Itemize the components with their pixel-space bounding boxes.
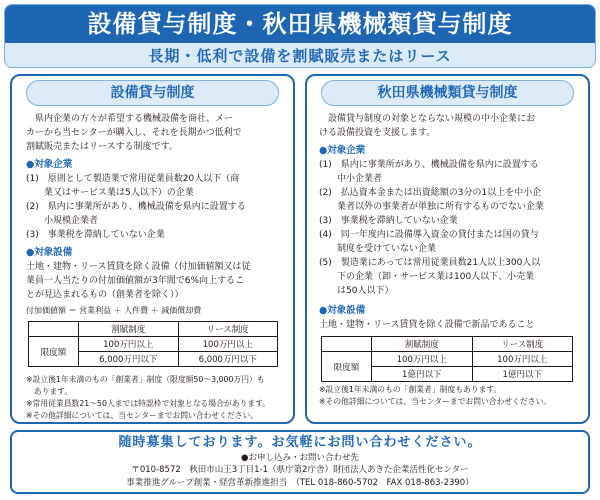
table-cell: 100万円以上 (178, 337, 278, 352)
subtitle: 長期・低利で設備を割賦販売またはリース (148, 47, 452, 65)
right-target-heading: ●対象企業 (319, 145, 366, 156)
table-header-lease: リース制度 (472, 337, 573, 352)
right-panel-akita-machinery-lending (305, 74, 590, 424)
left-intro-line: 割賦販売またはリースする制度です。 (26, 142, 178, 152)
right-target-line: 中小企業者 (319, 174, 383, 184)
right-target-line: 制度を受けていない企業 (319, 244, 437, 254)
right-intro-line: 設備貸与制度の対象とならない規模の中小企業にお (319, 114, 536, 124)
added-value-formula: 付加価値額 ＝ 営業利益 ＋ 人件費 ＋ 減価償却費 (26, 306, 202, 315)
right-panel-title: 秋田県機械類貸与制度 (321, 80, 574, 106)
right-target-line: (5) 製造業にあっては常用従業員数21人以上300人以 (319, 258, 541, 268)
footer-contact-label: ●お申し込み・お問い合わせ先 (241, 453, 359, 463)
table-cell: 100万円以上 (472, 352, 573, 367)
left-note-line: ※その他詳細については、当センターまでお問い合わせください。 (26, 411, 259, 420)
right-target-line: (1) 県内に事業所があり、機械設備を県内に設置する (319, 160, 539, 170)
right-target-line: (3) 事業税を滞納していない企業 (319, 216, 458, 226)
left-target-line: (3) 事業税を滞納していない企業 (26, 230, 165, 240)
footer-recruiting-title: 随時募集しております。お気軽にお問い合わせください。 (118, 435, 482, 450)
table-header-lease: リース制度 (178, 322, 278, 337)
right-equipment-heading: ●対象設備 (319, 305, 366, 316)
left-target-heading: ●対象企業 (26, 159, 73, 170)
header-banner (4, 4, 596, 68)
table-row-label: 限度額 (322, 352, 372, 382)
table-cell: 100万円以上 (372, 352, 473, 367)
left-panel-equipment-lending (10, 74, 295, 424)
table-corner-cell (29, 322, 79, 337)
table-header-installment: 割賦制度 (372, 337, 473, 352)
left-equipment-line: 土地・建物・リース賃貸を除く設備（付加価値額又は従 (26, 262, 251, 272)
table-row-label: 限度額 (29, 337, 79, 367)
main-title: 設備貸与制度・秋田県機械類貸与制度 (87, 10, 513, 38)
table-cell: 1億円以下 (372, 367, 473, 382)
right-intro-line: ける設備投資を支援します。 (319, 128, 436, 138)
table-cell: 1億円以下 (472, 367, 573, 382)
left-target-line: 業又はサービス業は5人以下）の企業 (26, 188, 194, 198)
left-panel-title: 設備貸与制度 (26, 80, 279, 106)
right-target-line: (2) 払込資本金または出資総額の3分の1以上を中小企 (319, 188, 542, 198)
left-note-line: ※常用従業員数21〜50人までは特認枠で対象となる場合があります。 (26, 399, 271, 408)
right-target-line: は50人以下） (319, 286, 394, 296)
left-equipment-line: 業員一人当たりの付加価値額が3年間で6%向上するこ (26, 276, 245, 286)
right-limit-table (321, 336, 573, 382)
right-target-line: 業者以外の事業者が単独に所有するものでない企業 (319, 202, 545, 212)
right-target-line: 下の企業（卸・サービス業は100人以下、小売業 (319, 272, 535, 282)
table-cell: 100万円以上 (79, 337, 179, 352)
left-equipment-heading: ●対象設備 (26, 247, 73, 258)
table-header-installment: 割賦制度 (79, 322, 179, 337)
contact-footer (10, 430, 590, 494)
table-cell: 6,000万円以下 (178, 352, 278, 367)
footer-address: 〒010-8572 秋田市山王3丁目1-1（県庁第2庁舎）財団法人あきた企業活性化センター (131, 465, 469, 475)
left-target-line: (1) 原則として製造業で常用従業員数20人以下（商 (26, 174, 240, 184)
table-cell: 6,000万円以下 (79, 352, 179, 367)
right-equipment-line: 土地・建物・リース賃貸を除く設備で新品であること (319, 320, 535, 330)
left-target-line: (2) 県内に事業所があり、機械設備を県内に設置する (26, 202, 246, 212)
footer-department-phone: 事業推進グループ創業・経営革新推進担当 （TEL 018-860-5702 FAX 018-863-2390） (126, 478, 474, 488)
left-target-line: 小規模企業者 (26, 216, 99, 226)
left-limit-table (28, 321, 278, 367)
left-note-line: ※設立後1年未満のもの「創業者」制度（限度額50〜3,000万円）も (26, 375, 265, 384)
right-target-line: (4) 同一年度内に設備導入資金の貸付または国の貸与 (319, 230, 539, 240)
right-note-line: ※設立後1年未満のもの「創業者」制度もあります。 (319, 385, 502, 394)
left-intro-line: カーから当センターが購入し、それを長期かつ低利で (26, 128, 242, 138)
right-note-line: ※その他詳細については、当センターまでお問い合わせください。 (319, 397, 552, 406)
left-note-line: あります。 (26, 387, 73, 396)
left-equipment-line: とが見込まれるもの（創業者を除く）） (26, 290, 184, 300)
table-corner-cell (322, 337, 372, 352)
left-intro-line: 県内企業の方々が希望する機械設備を商社、メー (26, 114, 234, 124)
